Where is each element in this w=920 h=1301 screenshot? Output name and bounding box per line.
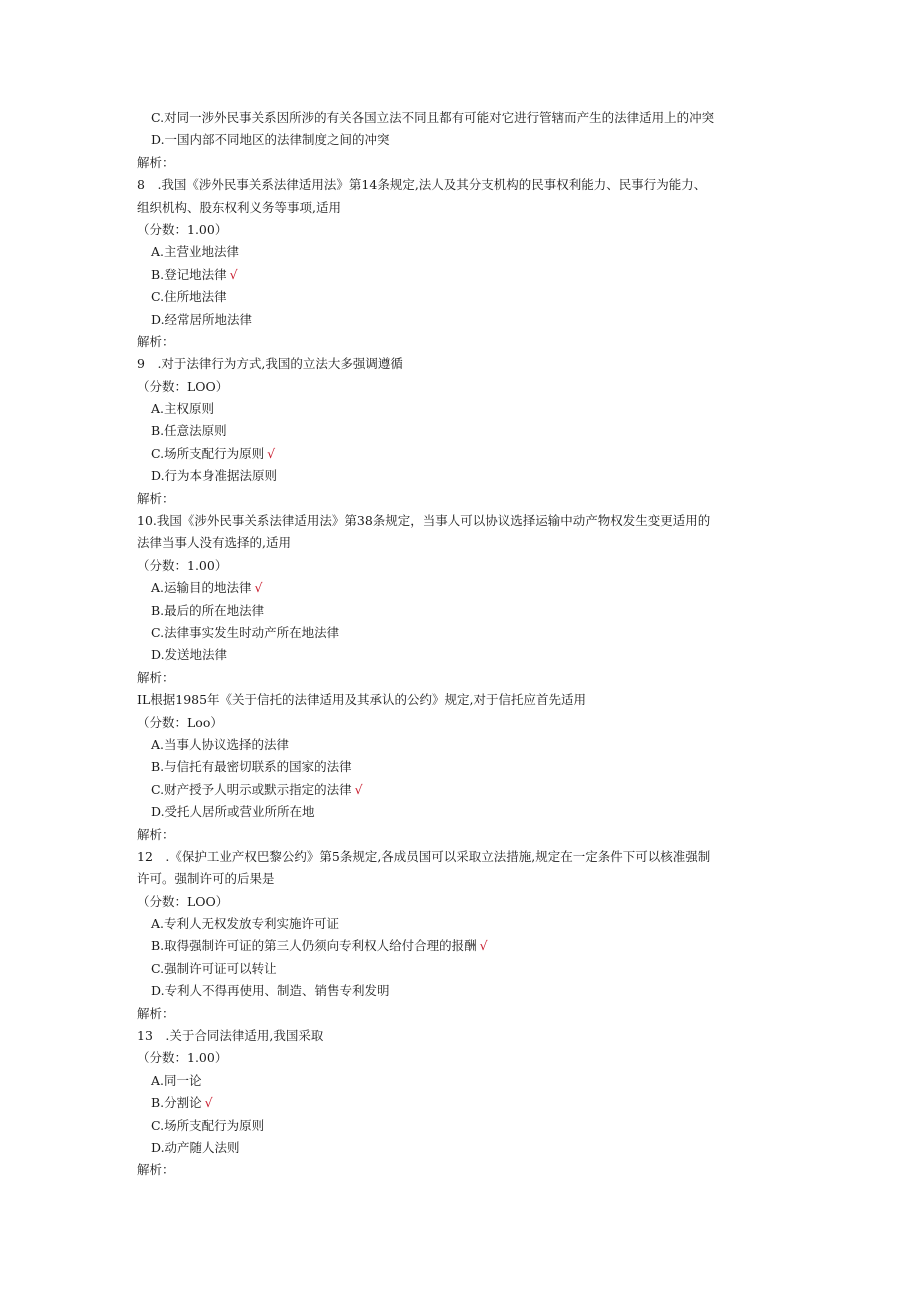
answer-option bbox=[137, 935, 797, 957]
option-label: C.法律事实发生时动产所在地法律 bbox=[151, 624, 340, 640]
option-label: D.受托人居所或营业所所在地 bbox=[151, 804, 315, 820]
correct-check-icon: √ bbox=[254, 580, 263, 596]
question-stem-line: IL根据1985年《关于信托的法律适用及其承认的公约》规定,对于信托应首先适用 bbox=[137, 692, 587, 708]
option-label: D.行为本身准据法原则 bbox=[151, 468, 278, 484]
option-label: A.当事人协议选择的法律 bbox=[151, 736, 290, 752]
option-label: B.登记地法律 bbox=[151, 266, 227, 282]
option-label: D.经常居所地法律 bbox=[151, 311, 253, 327]
answer-option bbox=[137, 1092, 797, 1114]
question-score: （分数：1.00） bbox=[137, 1050, 228, 1066]
option-label: C.强制许可证可以转让 bbox=[151, 960, 277, 976]
question-stem-line: 许可。强制许可的后果是 bbox=[137, 871, 275, 887]
question-list bbox=[137, 174, 797, 1182]
question-block bbox=[137, 1025, 797, 1182]
analysis-label: 解析： bbox=[137, 826, 175, 842]
correct-check-icon: √ bbox=[354, 781, 363, 797]
option-d: D.一国内部不同地区的法律制度之间的冲突 bbox=[151, 132, 390, 148]
option-label: B.分割论 bbox=[151, 1095, 202, 1111]
option-c: C.对同一涉外民事关系因所涉的有关各国立法不同且都有可能对它进行管辖而产生的法律适用上的冲突 bbox=[151, 110, 715, 125]
document-body bbox=[137, 107, 797, 1182]
option-label: C.场所支配行为原则 bbox=[151, 445, 265, 461]
question-stem-line: 法律当事人没有选择的,适用 bbox=[137, 535, 291, 551]
answer-option bbox=[137, 756, 797, 778]
question-stem-line: 8 .我国《涉外民事关系法律适用法》第14条规定,法人及其分支机构的民事权利能力、民事行为能力、 bbox=[137, 177, 707, 193]
correct-check-icon: √ bbox=[204, 1095, 213, 1111]
carryover-block bbox=[137, 107, 797, 174]
answer-option bbox=[137, 309, 797, 331]
answer-option bbox=[137, 980, 797, 1002]
question-stem-line: 10.我国《涉外民事关系法律适用法》第38条规定，当事人可以协议选择运输中动产物权发生变更适用的 bbox=[137, 513, 711, 529]
correct-check-icon: √ bbox=[267, 445, 276, 461]
option-label: D.专利人不得再使用、制造、销售专利发明 bbox=[151, 983, 390, 999]
question-score: （分数：LOO） bbox=[137, 378, 229, 394]
question-stem-line: 组织机构、股东权利义务等事项,适用 bbox=[137, 199, 341, 215]
option-label: A.专利人无权发放专利实施许可证 bbox=[151, 916, 340, 932]
option-label: B.与信托有最密切联系的国家的法律 bbox=[151, 759, 352, 775]
answer-option bbox=[137, 465, 797, 487]
option-label: C.财产授予人明示或默示指定的法律 bbox=[151, 781, 352, 797]
question-block bbox=[137, 689, 797, 846]
question-stem-line: 12 .《保护工业产权巴黎公约》第5条规定,各成员国可以采取立法措施,规定在一定条件下可以核准强制 bbox=[137, 848, 711, 864]
answer-option bbox=[137, 801, 797, 823]
option-label: B.任意法原则 bbox=[151, 423, 227, 439]
answer-option bbox=[137, 241, 797, 263]
answer-option bbox=[137, 913, 797, 935]
analysis-label: 解析： bbox=[137, 333, 175, 349]
analysis-label: 解析： bbox=[137, 490, 175, 506]
answer-option bbox=[137, 577, 797, 599]
answer-option bbox=[137, 1137, 797, 1159]
answer-option bbox=[137, 958, 797, 980]
option-label: B.最后的所在地法律 bbox=[151, 602, 265, 618]
analysis-label: 解析： bbox=[137, 1005, 175, 1021]
option-label: A.运输目的地法律 bbox=[151, 580, 252, 596]
analysis-label: 解析： bbox=[137, 1162, 175, 1178]
analysis-label: 解析： bbox=[137, 669, 175, 685]
answer-option bbox=[137, 1115, 797, 1137]
answer-option bbox=[137, 420, 797, 442]
correct-check-icon: √ bbox=[479, 938, 488, 954]
answer-option bbox=[137, 286, 797, 308]
option-label: B.取得强制许可证的第三人仍须向专利权人给付合理的报酬 bbox=[151, 938, 477, 954]
question-block bbox=[137, 510, 797, 689]
answer-option bbox=[137, 600, 797, 622]
option-label: A.主营业地法律 bbox=[151, 244, 240, 260]
correct-check-icon: √ bbox=[229, 266, 238, 282]
option-label: A.同一论 bbox=[151, 1072, 202, 1088]
answer-option bbox=[137, 398, 797, 420]
question-block bbox=[137, 846, 797, 1025]
question-score: （分数：1.00） bbox=[137, 557, 228, 573]
question-score: （分数：LOO） bbox=[137, 893, 229, 909]
option-label: C.住所地法律 bbox=[151, 289, 227, 305]
answer-option bbox=[137, 644, 797, 666]
question-score: （分数：Loo） bbox=[137, 714, 223, 730]
answer-option bbox=[137, 443, 797, 465]
option-label: A.主权原则 bbox=[151, 401, 215, 417]
answer-option bbox=[137, 779, 797, 801]
answer-option bbox=[137, 264, 797, 286]
question-block bbox=[137, 353, 797, 510]
option-label: C.场所支配行为原则 bbox=[151, 1117, 265, 1133]
option-label: D.发送地法律 bbox=[151, 647, 228, 663]
question-block bbox=[137, 174, 797, 353]
answer-option bbox=[137, 622, 797, 644]
question-stem-line: 9 .对于法律行为方式,我国的立法大多强调遵循 bbox=[137, 356, 403, 372]
answer-option bbox=[137, 734, 797, 756]
question-score: （分数：1.00） bbox=[137, 221, 228, 237]
answer-option bbox=[137, 1070, 797, 1092]
analysis-label: 解析： bbox=[137, 154, 175, 170]
option-label: D.动产随人法则 bbox=[151, 1139, 240, 1155]
question-stem-line: 13 .关于合同法律适用,我国采取 bbox=[137, 1028, 324, 1044]
